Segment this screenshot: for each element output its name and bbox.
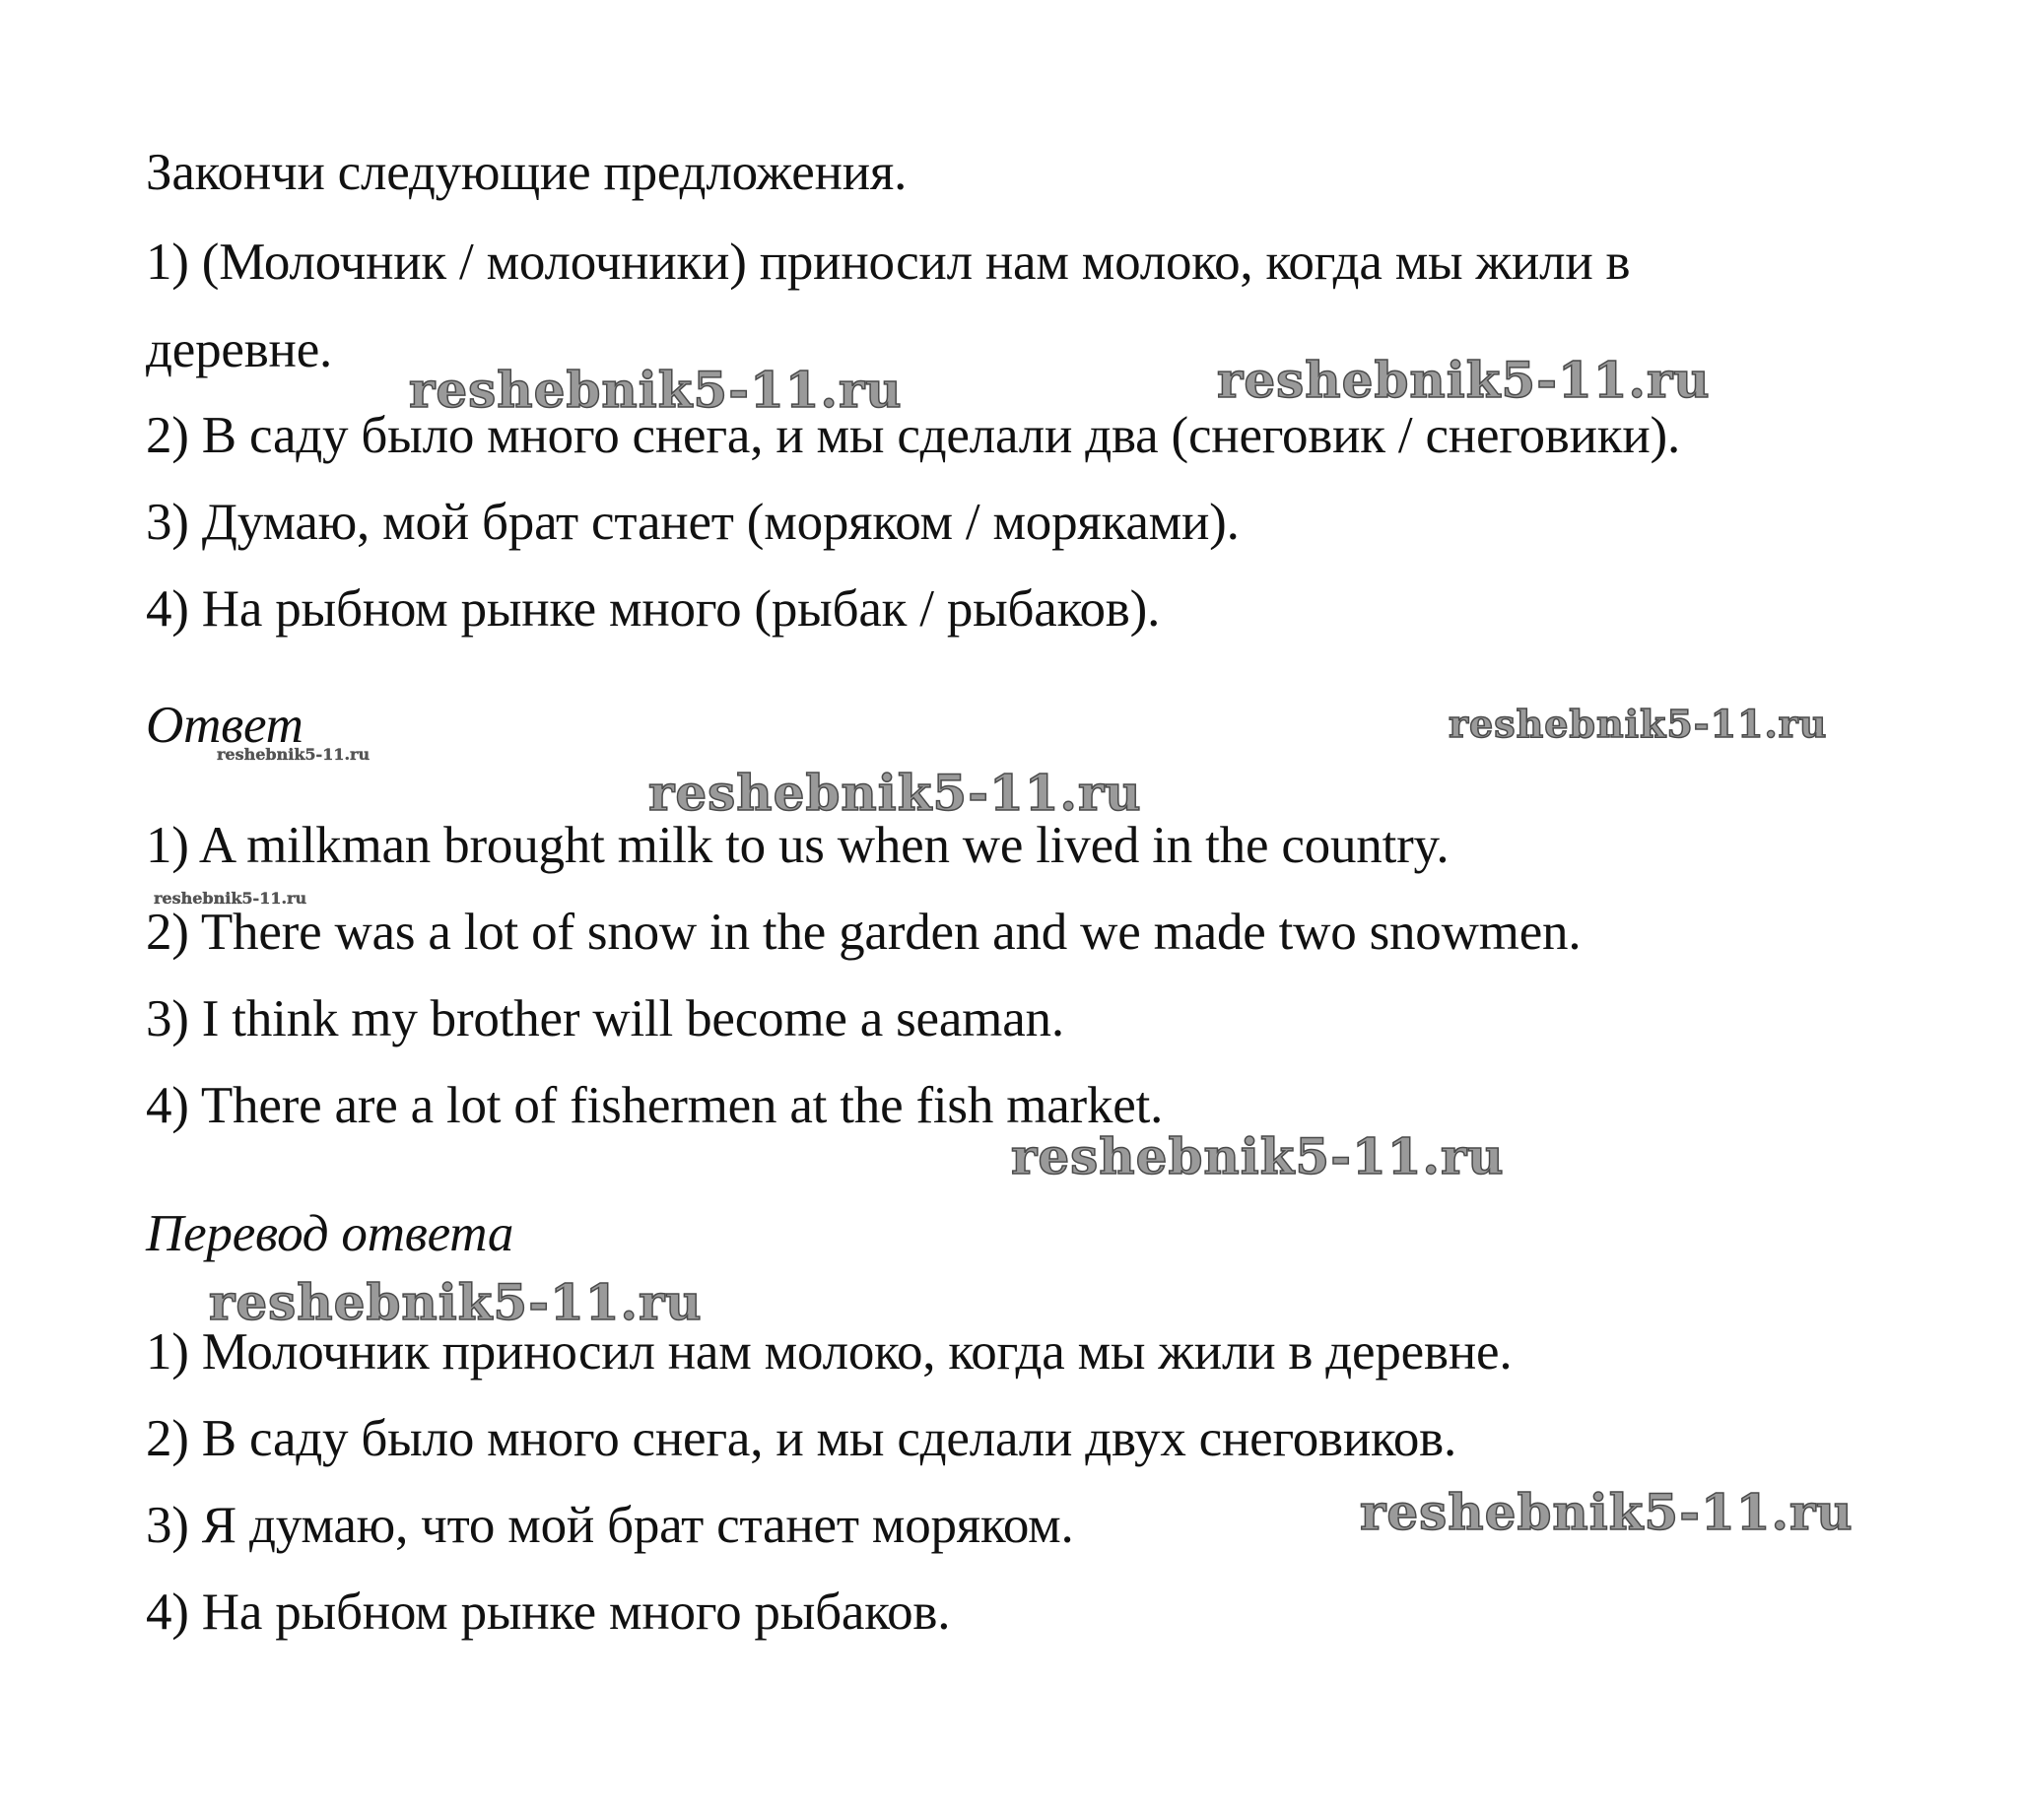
task-instruction: Закончи следующие предложения. <box>146 144 908 201</box>
watermark: reshebnik5-11.ru <box>1011 1127 1505 1185</box>
watermark: reshebnik5-11.ru <box>409 361 903 419</box>
answer-item-1: 1) A milkman brought milk to us when we lived in the country. <box>146 817 1450 874</box>
watermark: reshebnik5-11.ru <box>154 889 307 908</box>
task-item-3: 3) Думаю, мой брат станет (моряком / моряками). <box>146 494 1240 551</box>
answer-heading: Ответ <box>146 697 304 754</box>
watermark: reshebnik5-11.ru <box>209 1273 703 1331</box>
watermark: reshebnik5-11.ru <box>217 745 371 764</box>
task-item-2: 2) В саду было много снега, и мы сделали два (снеговик / снеговики). <box>146 407 1680 464</box>
watermark: reshebnik5-11.ru <box>1449 702 1828 746</box>
watermark: reshebnik5-11.ru <box>1217 351 1711 409</box>
watermark: reshebnik5-11.ru <box>1360 1483 1854 1541</box>
answer-item-3: 3) I think my brother will become a seaman. <box>146 990 1064 1047</box>
translation-heading: Перевод ответа <box>146 1205 514 1262</box>
translation-item-1: 1) Молочник приносил нам молоко, когда мы жили в деревне. <box>146 1323 1513 1381</box>
watermark: reshebnik5-11.ru <box>648 764 1142 822</box>
answer-item-4: 4) There are a lot of fishermen at the fish market. <box>146 1077 1164 1134</box>
translation-item-4: 4) На рыбном рынке много рыбаков. <box>146 1584 951 1641</box>
translation-item-3: 3) Я думаю, что мой брат станет моряком. <box>146 1497 1074 1554</box>
translation-item-2: 2) В саду было много снега, и мы сделали двух снеговиков. <box>146 1410 1457 1467</box>
task-item-1: 1) (Молочник / молочники) приносил нам молоко, когда мы жили в <box>146 234 1631 291</box>
answer-item-2: 2) There was a lot of snow in the garden and we made two snowmen. <box>146 904 1582 961</box>
task-item-1-continuation: деревне. <box>146 321 333 378</box>
task-item-4: 4) На рыбном рынке много (рыбак / рыбаков). <box>146 580 1161 638</box>
